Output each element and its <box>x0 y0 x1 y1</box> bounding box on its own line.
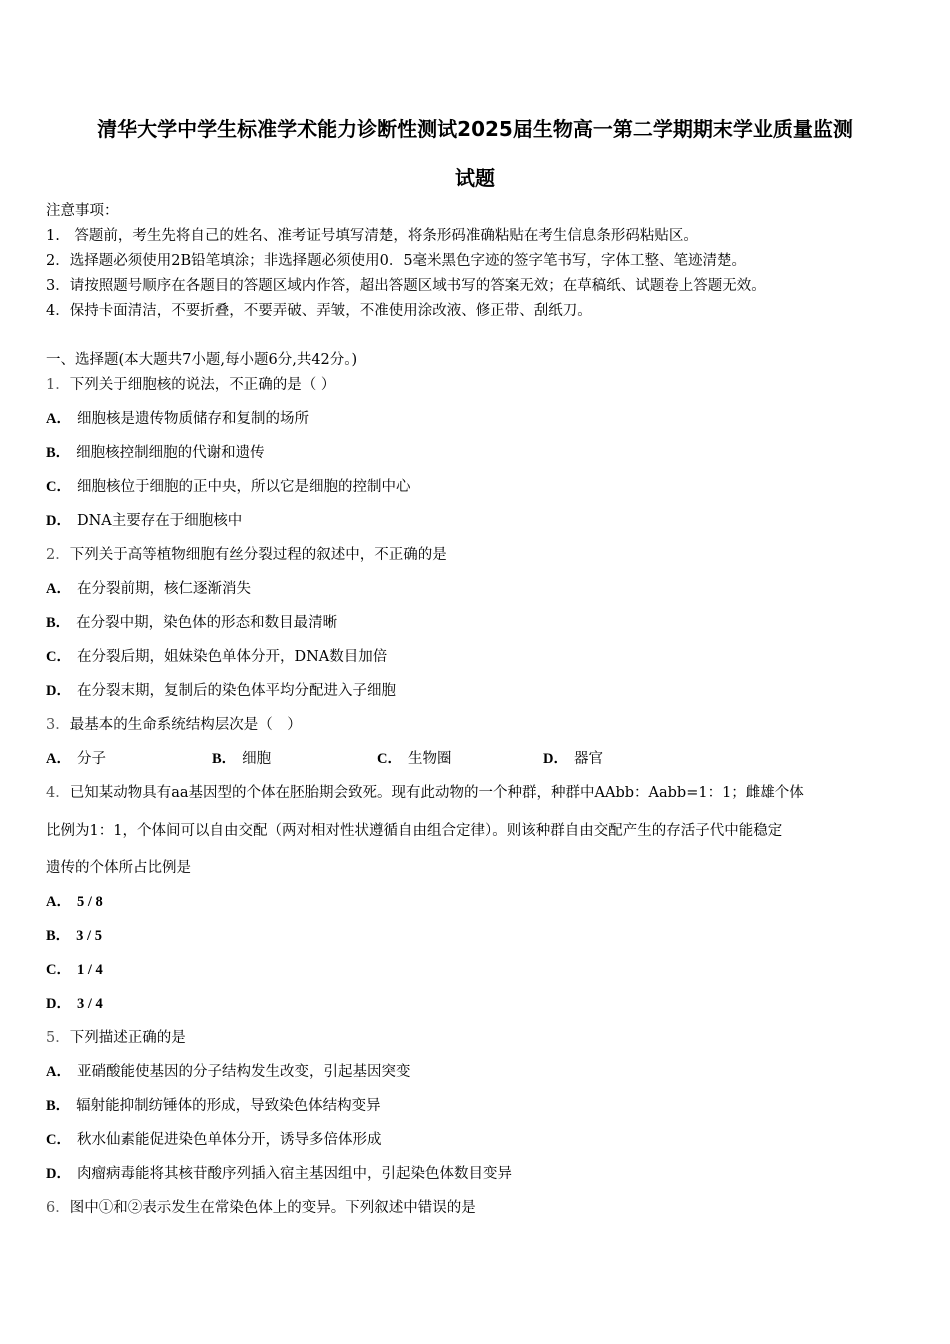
option-key: C． <box>377 751 402 767</box>
option-key: A． <box>46 581 71 597</box>
option-key: B． <box>46 615 71 631</box>
option-key: B． <box>46 1098 71 1114</box>
option <box>377 749 451 769</box>
option-text: 在分裂末期，复制后的染色体平均分配进入子细胞 <box>76 683 396 699</box>
option-text: 3 / 4 <box>76 996 103 1012</box>
question-text: 下列关于细胞核的说法，不正确的是（ ） <box>69 377 336 393</box>
question-1 <box>46 375 335 395</box>
option-text: 肉瘤病毒能将其核苷酸序列插入宿主基因组中，引起染色体数目变异 <box>76 1166 512 1182</box>
option-text: 分子 <box>76 751 106 767</box>
option-key: D． <box>543 751 568 767</box>
question-5 <box>46 1028 186 1048</box>
option-text: 辐射能抑制纺锤体的形成，导致染色体结构变异 <box>76 1098 381 1114</box>
question-text: 图中①和②表示发生在常染色体上的变异。下列叙述中错误的是 <box>69 1200 476 1216</box>
question-number: 4． <box>46 785 70 801</box>
option <box>46 892 109 912</box>
option-key: C． <box>46 479 71 495</box>
question-number: 2． <box>46 547 70 563</box>
page-title-line2: 试题 <box>455 166 495 190</box>
option-key: C． <box>46 962 71 978</box>
option <box>46 1062 410 1082</box>
question-text: 已知某动物具有aa基因型的个体在胚胎期会致死。现有此动物的一个种群，种群中AAbb：Aabb=1：1；雌雄个体 <box>69 785 804 801</box>
option <box>212 749 271 769</box>
question-2 <box>46 545 447 565</box>
page-title: 清华大学中学生标准学术能力诊断性测试2025届生物高一第二学期期末学业质量监测 <box>97 117 853 141</box>
option-text: 细胞 <box>242 751 272 767</box>
option <box>46 749 106 769</box>
option-key: B． <box>46 445 71 461</box>
notice-heading: 注意事项： <box>46 203 119 219</box>
notice-item: 2．选择题必须使用2B铅笔填涂；非选择题必须使用0．5毫米黑色字迹的签字笔书写，字体工整、笔迹清楚。 <box>46 253 747 269</box>
option-key: D． <box>46 1166 71 1182</box>
notice-item: 4．保持卡面清洁，不要折叠，不要弄破、弄皱，不准使用涂改液、修正带、刮纸刀。 <box>46 303 592 319</box>
question-6 <box>46 1198 476 1218</box>
question-text-cont: 遗传的个体所占比例是 <box>46 860 191 876</box>
option-text: 器官 <box>573 751 603 767</box>
option <box>46 477 410 497</box>
option-key: A． <box>46 1064 71 1080</box>
option-text: 亚硝酸能使基因的分子结构发生改变，引起基因突变 <box>76 1064 411 1080</box>
option-key: D． <box>46 996 71 1012</box>
option <box>46 960 109 980</box>
option-key: A． <box>46 894 71 910</box>
option-key: D． <box>46 513 71 529</box>
option-key: A． <box>46 751 71 767</box>
option <box>46 613 337 633</box>
option <box>46 1130 381 1150</box>
option <box>46 926 108 946</box>
option <box>46 647 387 667</box>
option-text: 细胞核控制细胞的代谢和遗传 <box>76 445 265 461</box>
question-text: 最基本的生命系统结构层次是（ ） <box>69 717 302 733</box>
option-key: A． <box>46 411 71 427</box>
option <box>46 443 265 463</box>
option <box>46 579 251 599</box>
option-text: 细胞核位于细胞的正中央，所以它是细胞的控制中心 <box>76 479 411 495</box>
option-key: B． <box>212 751 237 767</box>
question-number: 1． <box>46 377 70 393</box>
option-text: 在分裂中期，染色体的形态和数目最清晰 <box>76 615 338 631</box>
option-text: 在分裂后期，姐妹染色单体分开，DNA数目加倍 <box>76 649 388 665</box>
option <box>46 511 242 531</box>
option <box>46 409 309 429</box>
question-text: 下列关于高等植物细胞有丝分裂过程的叙述中，不正确的是 <box>69 547 447 563</box>
option-text: 细胞核是遗传物质储存和复制的场所 <box>76 411 309 427</box>
option-key: D． <box>46 683 71 699</box>
option-key: C． <box>46 1132 71 1148</box>
option <box>46 994 109 1014</box>
option-key: C． <box>46 649 71 665</box>
option <box>543 749 603 769</box>
notice-item: 1. 答题前，考生先将自己的姓名、准考证号填写清楚，将条形码准确粘贴在考生信息条形码粘贴区。 <box>46 228 698 244</box>
option-key: B． <box>46 928 71 944</box>
option-text: DNA主要存在于细胞核中 <box>76 513 243 529</box>
question-number: 3． <box>46 717 70 733</box>
question-number: 6． <box>46 1200 70 1216</box>
notice-item: 3．请按照题号顺序在各题目的答题区域内作答，超出答题区域书写的答案无效；在草稿纸、试题卷上答题无效。 <box>46 278 766 294</box>
option-text: 3 / 5 <box>76 928 102 944</box>
section-heading: 一、选择题(本大题共7小题,每小题6分,共42分。) <box>46 352 358 368</box>
question-text-cont: 比例为1：1，个体间可以自由交配（两对相对性状遵循自由组合定律）。则该种群自由交配产生的存活子代中能稳定 <box>46 823 783 839</box>
option-text: 5 / 8 <box>76 894 103 910</box>
option-text: 在分裂前期，核仁逐渐消失 <box>76 581 251 597</box>
question-4 <box>46 783 804 803</box>
question-3 <box>46 715 302 735</box>
question-number: 5． <box>46 1030 70 1046</box>
option-text: 生物圈 <box>407 751 452 767</box>
option <box>46 1096 381 1116</box>
option-text: 1 / 4 <box>76 962 103 978</box>
question-text: 下列描述正确的是 <box>69 1030 186 1046</box>
option <box>46 1164 512 1184</box>
option <box>46 681 396 701</box>
option-text: 秋水仙素能促进染色单体分开，诱导多倍体形成 <box>76 1132 382 1148</box>
